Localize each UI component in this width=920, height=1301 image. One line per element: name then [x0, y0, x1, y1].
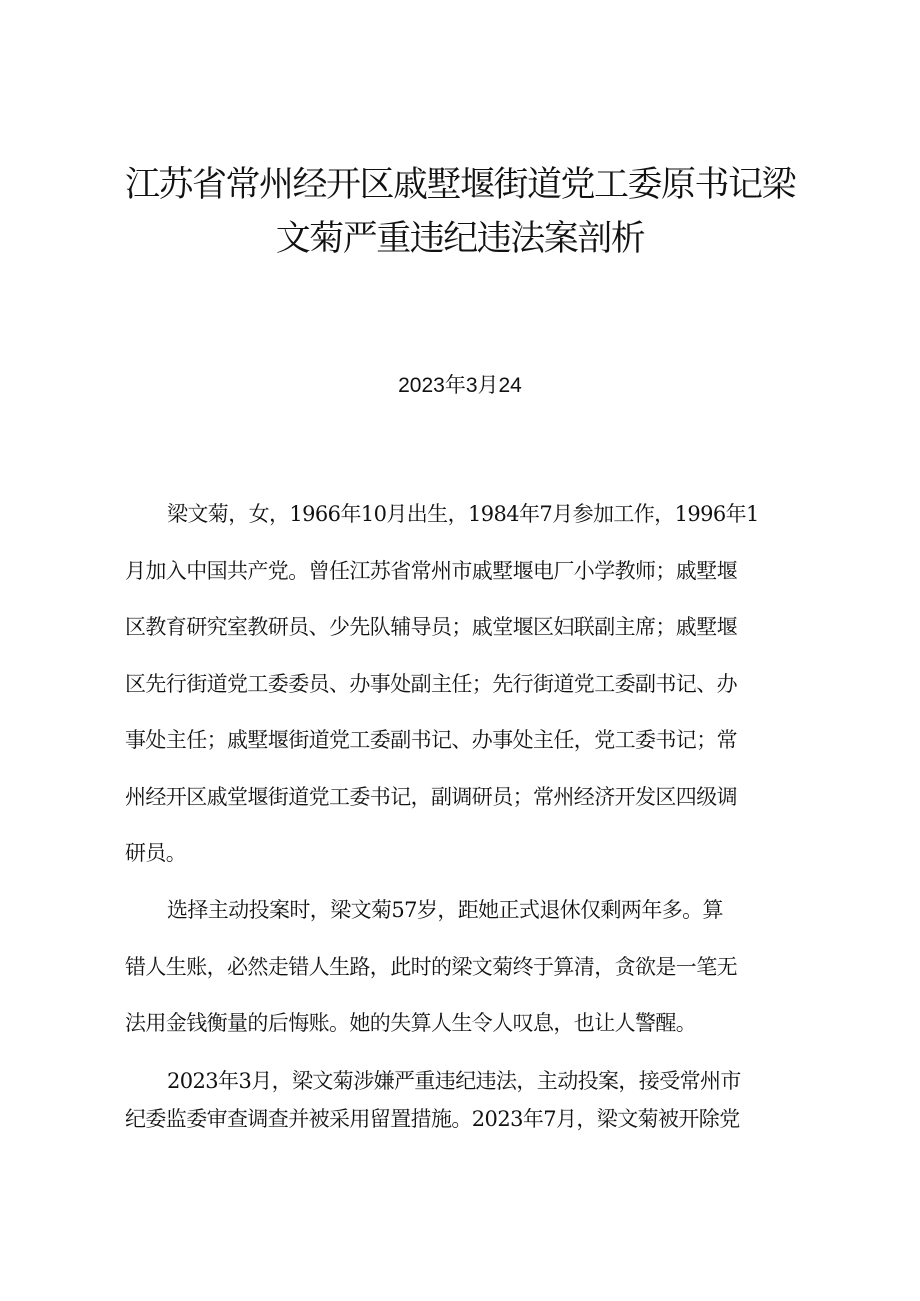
document-title [100, 158, 820, 266]
paragraph-reflection [125, 882, 815, 1052]
paragraph-case [125, 1062, 815, 1138]
title-line-1: 江苏省常州经开区戚墅堰街道党工委原书记梁 [124, 165, 795, 205]
document-date: 2023年3月24 [398, 374, 522, 397]
paragraph-line: 州经开区戚堂堰街道党工委书记，副调研员；常州经济开发区四级调 [125, 784, 737, 809]
paragraph-line: 研员。 [125, 841, 187, 865]
paragraph-line: 法用金钱衡量的后悔账。她的失算人生令人叹息，也让人警醒。 [125, 1011, 697, 1035]
title-line-2: 文菊严重违纪违法案剖析 [275, 219, 645, 259]
paragraph-line: 区先行街道党工委委员、办事处副主任；先行街道党工委副书记、办 [125, 671, 737, 696]
paragraph-profile [125, 486, 815, 882]
paragraph-line: 月加入中国共产党。曾任江苏省常州市戚墅堰电厂小学教师；戚墅堰 [125, 558, 737, 583]
paragraph-line: 事处主任；戚墅堰街道党工委副书记、办事处主任，党工委书记；常 [125, 728, 737, 752]
paragraph-line: 错人生账，必然走错人生路，此时的梁文菊终于算清，贪欲是一笔无 [125, 954, 737, 979]
paragraph-line: 选择主动投案时，梁文菊57岁，距她正式退休仅剩两年多。算 [167, 898, 723, 922]
paragraph-line: 区教育研究室教研员、少先队辅导员；戚堂堰区妇联副主席；戚墅堰 [125, 615, 737, 639]
paragraph-line: 梁文菊，女，1966年10月出生，1984年7月参加工作，1996年1 [167, 502, 759, 526]
paragraph-line: 2023年3月，梁文菊涉嫌严重违纪违法，主动投案，接受常州市 [167, 1069, 741, 1093]
paragraph-line: 纪委监委审查调查并被采用留置措施。2023年7月，梁文菊被开除党 [125, 1107, 740, 1131]
